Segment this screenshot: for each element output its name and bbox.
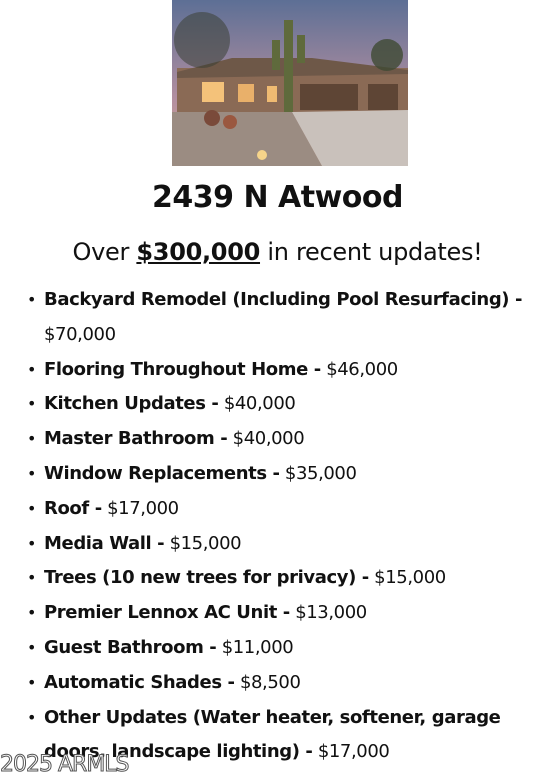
list-item bbox=[0, 666, 555, 701]
list-item bbox=[0, 596, 555, 631]
item-price: $40,000 bbox=[223, 393, 296, 415]
subtitle-prefix: Over bbox=[72, 238, 130, 266]
item-price: $13,000 bbox=[295, 602, 367, 624]
list-item bbox=[0, 492, 555, 527]
list-item bbox=[0, 387, 555, 422]
item-name: Kitchen Updates - bbox=[44, 393, 219, 415]
list-item bbox=[0, 422, 555, 457]
page-title: 2439 N Atwood bbox=[152, 180, 403, 215]
item-price: $35,000 bbox=[284, 462, 357, 484]
item-price: $15,000 bbox=[169, 532, 242, 554]
item-price: $17,000 bbox=[317, 741, 390, 763]
list-item bbox=[0, 631, 555, 666]
item-price: $15,000 bbox=[374, 567, 446, 589]
subtitle-amount: $300,000 bbox=[136, 238, 261, 266]
subtitle-suffix: in recent updates! bbox=[267, 238, 483, 266]
item-price: $8,500 bbox=[239, 671, 301, 693]
list-item bbox=[0, 561, 555, 596]
list-item bbox=[0, 527, 555, 562]
item-price: $40,000 bbox=[232, 428, 305, 450]
house-photo bbox=[172, 0, 408, 166]
item-name: Roof - bbox=[44, 497, 102, 519]
item-name: Automatic Shades - bbox=[44, 671, 235, 693]
list-item bbox=[0, 353, 555, 388]
watermark: 2025 ARMLS bbox=[0, 752, 129, 777]
item-price: $70,000 bbox=[44, 323, 116, 345]
item-price: $17,000 bbox=[107, 497, 179, 519]
updates-list bbox=[0, 283, 555, 770]
item-name: Trees (10 new trees for privacy) - bbox=[44, 567, 369, 589]
item-name: Media Wall - bbox=[44, 532, 165, 554]
list-item bbox=[0, 457, 555, 492]
item-name: Other Updates (Water heater, softener, garage doors, landscape lighting) - bbox=[44, 706, 501, 763]
list-item bbox=[0, 283, 524, 353]
item-name: Window Replacements - bbox=[44, 462, 280, 484]
item-price: $11,000 bbox=[221, 636, 294, 658]
subtitle bbox=[0, 238, 555, 266]
item-name: Master Bathroom - bbox=[44, 428, 228, 450]
item-name: Backyard Remodel (Including Pool Resurfacing) - bbox=[44, 289, 523, 310]
item-name: Flooring Throughout Home - bbox=[44, 358, 321, 380]
item-name: Premier Lennox AC Unit - bbox=[44, 602, 290, 624]
item-name: Guest Bathroom - bbox=[44, 636, 217, 658]
item-price: $46,000 bbox=[326, 358, 398, 380]
